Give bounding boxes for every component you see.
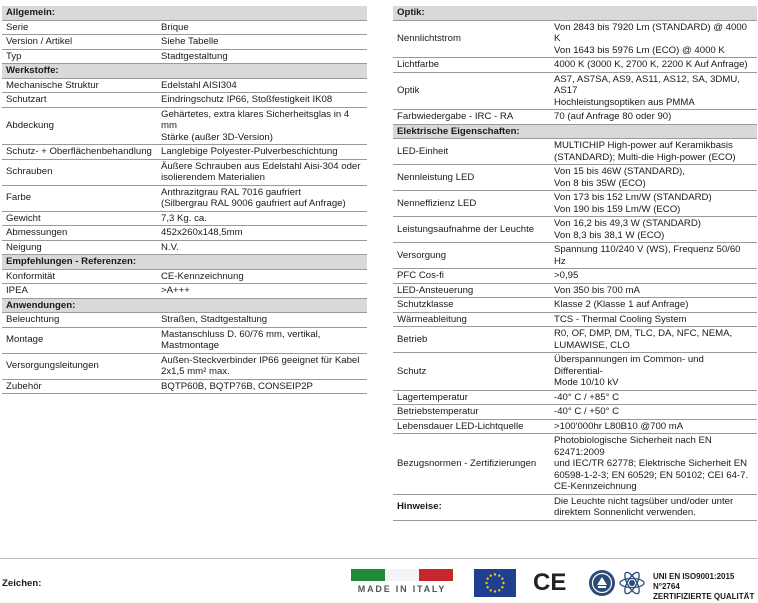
spec-label: Beleuchtung [2, 313, 157, 328]
made-in-italy-logo [351, 569, 453, 597]
spec-row [393, 58, 757, 73]
section-header [2, 255, 367, 270]
spec-value-line: Straßen, Stadtgestaltung [161, 314, 268, 325]
spec-label: Farbe [2, 185, 157, 211]
spec-value-line: 70 (auf Anfrage 80 oder 90) [554, 111, 672, 122]
marks-label: Zeichen: [2, 578, 42, 589]
spec-row [393, 434, 757, 495]
spec-label: Konformität [2, 269, 157, 284]
spec-value [157, 145, 367, 160]
spec-value [550, 20, 757, 58]
spec-value-line: Gehärtetes, extra klares Sicherheitsglas in 4 mm [161, 108, 350, 131]
spec-value [550, 494, 757, 520]
section-title: Elektrische Eigenschaften: [393, 124, 757, 139]
spec-row [393, 327, 757, 353]
spec-label: Nennleistung LED [393, 165, 550, 191]
spec-value-line: (Silbergrau RAL 9006 gaufriert auf Anfrage) [161, 198, 346, 209]
spec-value-line: 60598-1-2-3; EN 60529; EN 50102; CEI 64-7. [554, 469, 749, 481]
spec-label: Versorgungsleitungen [2, 353, 157, 379]
spec-value [157, 353, 367, 379]
spec-label: Schrauben [2, 159, 157, 185]
spec-label: Lagertemperatur [393, 390, 550, 405]
spec-value-line: Von 190 bis 159 Lm/W (ECO) [554, 203, 681, 215]
spec-label: Typ [2, 49, 157, 64]
spec-label: Nennlichtstrom [393, 20, 550, 58]
spec-row [393, 283, 757, 298]
eu-star-icon [498, 574, 500, 576]
spec-row [393, 20, 757, 58]
spec-value-line: 2x1,5 mm² max. [161, 366, 230, 377]
spec-value [157, 240, 367, 255]
spec-label: Serie [2, 20, 157, 35]
ce-mark-logo: CE [533, 569, 567, 596]
left-spec-table [2, 6, 367, 394]
spec-value-line: Hochleistungsoptiken aus PMMA [554, 96, 695, 108]
eu-flag-icon [474, 569, 516, 597]
spec-value [550, 243, 757, 269]
eu-star-icon [494, 590, 496, 592]
spec-row [2, 78, 367, 93]
eu-star-icon [498, 589, 500, 591]
spec-row [393, 72, 757, 110]
spec-row [393, 110, 757, 125]
spec-value-line: Edelstahl AISI304 [161, 79, 237, 91]
spec-value [157, 327, 367, 353]
spec-value-line: >100'000hr L80B10 @700 mA [554, 420, 684, 432]
spec-label: LED-Einheit [393, 139, 550, 165]
eu-star-icon [501, 586, 503, 588]
spec-value [550, 419, 757, 434]
spec-value [550, 312, 757, 327]
italy-flag-icon [351, 569, 453, 581]
spec-row [2, 145, 367, 160]
spec-value-line: Von 8,3 bis 38,1 W (ECO) [554, 229, 665, 241]
spec-label: Schutzklasse [393, 298, 550, 313]
spec-value [550, 139, 757, 165]
spec-label: PFC Cos-fi [393, 269, 550, 284]
spec-value-line: LUMAWISE, CLO [554, 339, 630, 351]
spec-label: Lebensdauer LED-Lichtquelle [393, 419, 550, 434]
spec-row [2, 35, 367, 50]
spec-value [550, 72, 757, 110]
spec-label: Schutzart [2, 93, 157, 108]
spec-value-line: Mastanschluss D. 60/76 mm, vertikal, [161, 328, 321, 340]
spec-row [393, 312, 757, 327]
spec-label: Version / Artikel [2, 35, 157, 50]
spec-value-line: isolierendem Materialien [161, 172, 265, 183]
spec-value-line: >0,95 [554, 270, 579, 281]
spec-value-line: MULTICHIP High-power auf Keramikbasis [554, 140, 733, 151]
spec-row [2, 353, 367, 379]
eu-star-icon [490, 574, 492, 576]
spec-value [550, 269, 757, 284]
spec-value-line: Mastmontage [161, 340, 220, 351]
spec-label: Betriebstemperatur [393, 405, 550, 420]
iso-certification-text [653, 572, 757, 602]
spec-value [550, 110, 757, 125]
spec-row [393, 353, 757, 391]
spec-value-line: Photobiologische Sicherheit nach EN 62471:2009 [554, 435, 712, 458]
spec-label: Bezugsnormen - Zertifizierungen [393, 434, 550, 495]
section-title: Optik: [393, 6, 757, 20]
spec-label: Abmessungen [2, 226, 157, 241]
spec-value-line: 4000 K (3000 K, 2700 K, 2200 K Auf Anfrage) [554, 59, 748, 70]
section-header [2, 6, 367, 20]
spec-row [2, 226, 367, 241]
spec-value [157, 159, 367, 185]
section-title: Empfehlungen - Referenzen: [2, 255, 367, 270]
spec-label: Wärmeableitung [393, 312, 550, 327]
spec-value-line: 7,3 Kg. ca. [161, 212, 207, 224]
spec-value-line: Äußere Schrauben aus Edelstahl Aisi-304 oder [161, 160, 361, 172]
spec-value-line: Anthrazitgrau RAL 7016 gaufriert [161, 186, 301, 198]
spec-value-line: N.V. [161, 241, 179, 253]
eu-star-icon [486, 578, 488, 580]
spec-value-line: >A+++ [161, 285, 190, 296]
spec-row [393, 269, 757, 284]
spec-value [157, 284, 367, 299]
made-in-italy-text: MADE IN ITALY [357, 584, 447, 594]
spec-value [157, 379, 367, 394]
spec-row [2, 327, 367, 353]
spec-row [2, 20, 367, 35]
section-header [2, 64, 367, 79]
spec-value-line: 452x260x148,5mm [161, 227, 243, 238]
spec-value [550, 327, 757, 353]
spec-value-line: (STANDARD); Multi-die High-power (ECO) [554, 151, 736, 163]
spec-row [393, 243, 757, 269]
spec-value-line: Stärke (außer 3D-Version) [161, 131, 273, 143]
spec-value [157, 107, 367, 145]
spec-row [2, 269, 367, 284]
spec-value [157, 35, 367, 50]
spec-label: Leistungsaufnahme der Leuchte [393, 217, 550, 243]
spec-label: Betrieb [393, 327, 550, 353]
spec-value [550, 165, 757, 191]
spec-value-line: Von 350 bis 700 mA [554, 284, 640, 296]
spec-value [157, 93, 367, 108]
spec-label: Nenneffizienz LED [393, 191, 550, 217]
spec-value-line: Klasse 2 (Klasse 1 auf Anfrage) [554, 299, 689, 310]
certification-seal-icon [588, 569, 616, 597]
section-title: Anwendungen: [2, 298, 367, 313]
spec-value [550, 191, 757, 217]
spec-row [2, 159, 367, 185]
spec-label: Mechanische Struktur [2, 78, 157, 93]
spec-value [550, 353, 757, 391]
spec-row [393, 165, 757, 191]
spec-label: Optik [393, 72, 550, 110]
spec-label: Farbwiedergabe - IRC - RA [393, 110, 550, 125]
spec-label: Versorgung [393, 243, 550, 269]
spec-value [550, 390, 757, 405]
spec-value-line: Brique [161, 21, 189, 33]
spec-value-line: -40° C / +50° C [554, 406, 619, 417]
left-spec-column [2, 6, 367, 394]
right-spec-table [393, 6, 757, 520]
spec-value-line: Eindringschutz IP66, Stoßfestigkeit IK08 [161, 94, 333, 105]
spec-value-line: Von 8 bis 35W (ECO) [554, 177, 646, 189]
spec-value [550, 58, 757, 73]
spec-value-line: Von 173 bis 152 Lm/W (STANDARD) [554, 192, 712, 203]
spec-value-line: CE-Kennzeichnung [161, 270, 244, 282]
iso-line-1: UNI EN ISO9001:2015 N°2764 [653, 572, 735, 591]
spec-value-line: Überspannungen im Common- und Differential- [554, 354, 704, 377]
spec-value [157, 226, 367, 241]
spec-value-line: TCS - Thermal Cooling System [554, 313, 687, 325]
spec-value-line: BQTP60B, BQTP76B, CONSEIP2P [161, 380, 313, 392]
iso-line-2: ZERTIFIZIERTE QUALITÄT [653, 592, 755, 601]
section-title: Allgemein: [2, 6, 367, 20]
spec-value-line: AS7, AS7SA, AS9, AS11, AS12, SA, 3DMU, AS17 [554, 73, 740, 96]
eu-star-icon [501, 578, 503, 580]
spec-value-line: Mode 10/10 kV [554, 377, 619, 388]
section-header [393, 6, 757, 20]
spec-value-line: Von 16,2 bis 49,3 W (STANDARD) [554, 218, 701, 229]
spec-row [393, 494, 757, 520]
spec-row [2, 107, 367, 145]
spec-value [157, 313, 367, 328]
spec-label: Gewicht [2, 211, 157, 226]
spec-value-line: und IEC/TR 62778; Elektrische Sicherheit EN [554, 458, 748, 469]
spec-row [393, 191, 757, 217]
spec-row [2, 284, 367, 299]
spec-value-line: -40° C / +85° C [554, 391, 619, 403]
spec-value-line: Siehe Tabelle [161, 36, 219, 47]
spec-row [2, 313, 367, 328]
spec-value [157, 49, 367, 64]
spec-label: Schutz- + Oberflächenbehandlung [2, 145, 157, 160]
spec-value [550, 405, 757, 420]
spec-row [2, 379, 367, 394]
spec-label: Zubehör [2, 379, 157, 394]
eu-star-icon [485, 582, 487, 584]
spec-row [393, 298, 757, 313]
spec-value [550, 283, 757, 298]
spec-row [2, 240, 367, 255]
spec-label: Neigung [2, 240, 157, 255]
spec-label: Abdeckung [2, 107, 157, 145]
spec-value-line: R0, OF, DMP, DM, TLC, DA, NFC, NEMA, [554, 328, 733, 339]
spec-value-line: Stadtgestaltung [161, 50, 228, 62]
spec-value [550, 434, 757, 495]
spec-label: LED-Ansteuerung [393, 283, 550, 298]
spec-row [393, 390, 757, 405]
atom-quality-icon [618, 569, 646, 597]
spec-value-line: Außen-Steckverbinder IP66 geeignet für Kabel [161, 354, 360, 366]
spec-value [157, 20, 367, 35]
spec-value [550, 298, 757, 313]
eu-star-icon [502, 582, 504, 584]
spec-value [157, 78, 367, 93]
spec-value-line: direktem Sonnenlicht verwenden. [554, 507, 696, 518]
footer [0, 558, 758, 603]
spec-row [393, 139, 757, 165]
section-header [393, 124, 757, 139]
spec-value [157, 185, 367, 211]
right-spec-column [393, 6, 757, 521]
spec-value-line: Langlebige Polyester-Pulverbeschichtung [161, 146, 338, 157]
spec-value [157, 269, 367, 284]
spec-value [550, 217, 757, 243]
section-title: Werkstoffe: [2, 64, 367, 79]
eu-star-icon [490, 589, 492, 591]
spec-row [2, 211, 367, 226]
spec-value-line: Von 2843 bis 7920 Lm (STANDARD) @ 4000 K [554, 21, 748, 44]
spec-row [2, 93, 367, 108]
spec-row [2, 185, 367, 211]
spec-value-line: Von 15 bis 46W (STANDARD), [554, 166, 685, 177]
spec-row [2, 49, 367, 64]
spec-value-line: Von 1643 bis 5976 Lm (ECO) @ 4000 K [554, 44, 725, 56]
eu-star-icon [494, 573, 496, 575]
spec-label: Lichtfarbe [393, 58, 550, 73]
spec-row [393, 419, 757, 434]
spec-label: Schutz [393, 353, 550, 391]
spec-row [393, 405, 757, 420]
spec-value-line: CE-Kennzeichnung [554, 481, 637, 492]
spec-value [157, 211, 367, 226]
spec-value-line: Spannung 110/240 V (WS), Frequenz 50/60 Hz [554, 244, 741, 267]
spec-row [393, 217, 757, 243]
spec-value-line: Die Leuchte nicht tagsüber und/oder unter [554, 495, 734, 507]
spec-label: Montage [2, 327, 157, 353]
spec-label: Hinweise: [393, 494, 550, 520]
eu-star-icon [486, 586, 488, 588]
section-header [2, 298, 367, 313]
spec-label: IPEA [2, 284, 157, 299]
